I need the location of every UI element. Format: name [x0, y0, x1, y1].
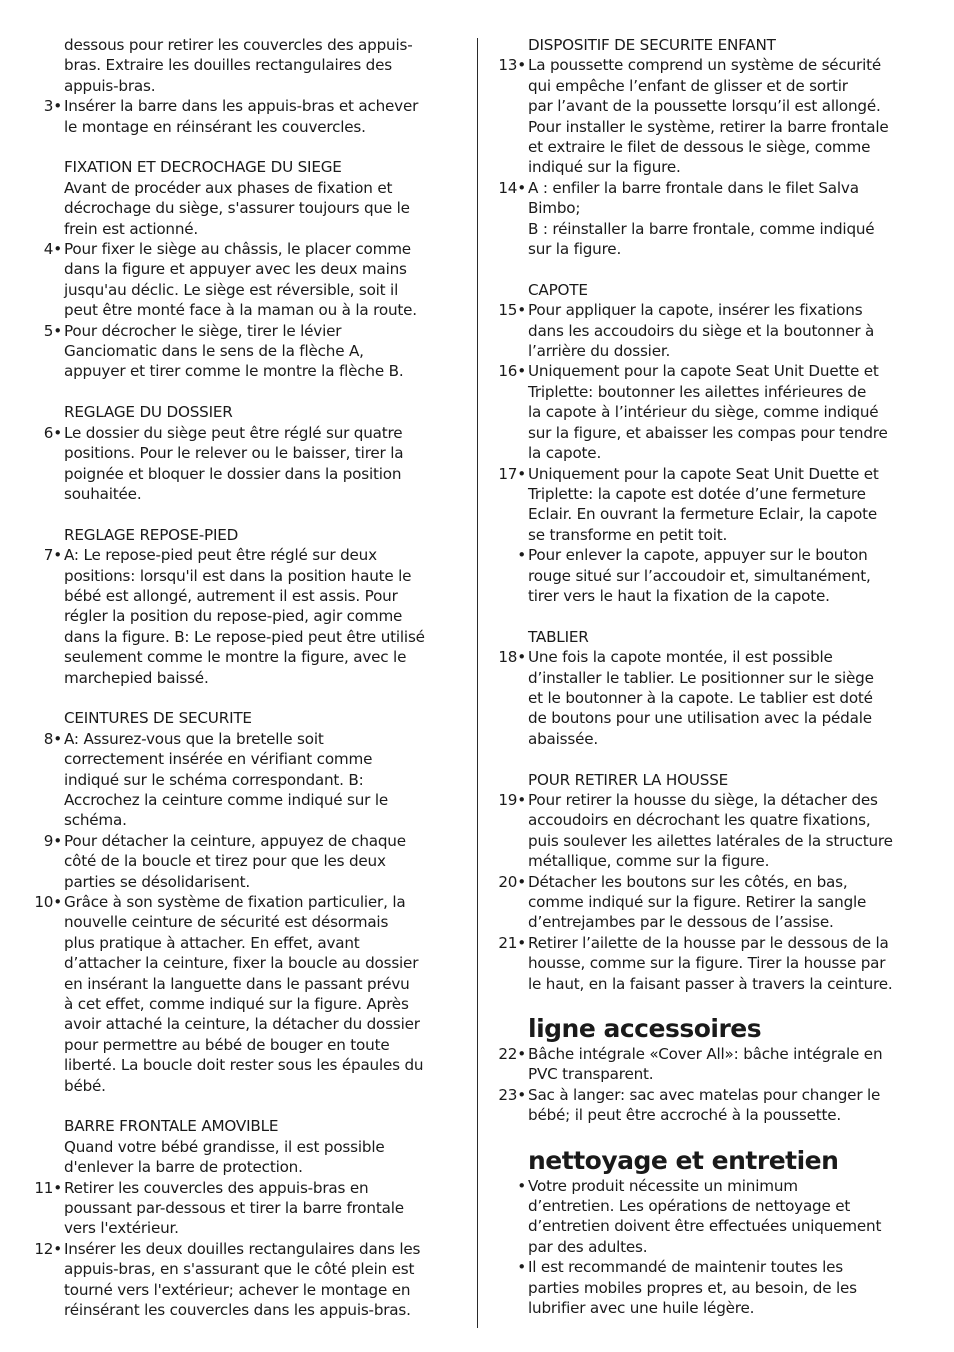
instruction-item [494, 55, 924, 177]
item-text: Détacher les boutons sur les côtés, en bas, comme indiqué sur la figure. Retirer la sangle d’entrejambes par le dessous de l’assise. [528, 872, 867, 932]
instruction-item [494, 647, 924, 749]
item-number: 12• [34, 1239, 62, 1258]
section-heading: POUR RETIRER LA HOUSSE [528, 770, 729, 789]
item-number: 18• [498, 648, 526, 667]
item-number: 23• [498, 1085, 526, 1104]
item-text: Quand votre bébé grandisse, il est possible d'enlever la barre de protection. [64, 1137, 385, 1177]
item-number: 6• [43, 423, 62, 442]
item-number: • [517, 1176, 526, 1195]
item-text: Uniquement pour la capote Seat Unit Duette et Triplette: la capote est dotée d’une fermeture Eclair. En ouvrant la fermeture Eclair, la capote se transforme en petit toit. [528, 464, 879, 544]
section-heading: TABLIER [528, 627, 589, 646]
instruction-item [494, 933, 924, 994]
item-text: dessous pour retirer les couvercles des appuis- bras. Extraire les douilles rectangulaires des appuis-bras. [64, 36, 413, 95]
item-number: 17• [498, 464, 526, 483]
instruction-item [30, 545, 460, 688]
item-text: Votre produit nécessite un minimum d’entretien. Les opérations de nettoyage et d’entretien doivent être effectuées uniquement par des adultes. [528, 1176, 882, 1256]
item-text: Bâche intégrale «Cover All»: bâche intégrale en PVC transparent. [528, 1045, 883, 1084]
instruction-item [494, 178, 924, 260]
item-number: 14• [498, 178, 526, 197]
instruction-item [494, 1257, 924, 1318]
item-number: 21• [498, 933, 526, 952]
item-text: Pour fixer le siège au châssis, le placer comme dans la figure et appuyer avec les deux mains jusqu'au déclic. Le siège est réversible, soit il peut être monté face à la maman ou à la route. [64, 240, 417, 320]
chapter-heading: ligne accessoires [528, 1014, 762, 1044]
section-heading: REGLAGE REPOSE-PIED [64, 525, 239, 544]
section-spacer [30, 1096, 460, 1116]
section-heading: DISPOSITIF DE SECURITE ENFANT [528, 36, 776, 54]
instruction-item [30, 1239, 460, 1321]
item-text: Pour retirer la housse du siège, la détacher des accoudoirs en décrochant les quatre fixations, puis soulever les ailettes latérales de la structure métallique, comme sur la figure. [528, 790, 893, 871]
item-text: Sac à langer: sac avec matelas pour changer le bébé; il peut être accroché à la poussette. [528, 1085, 881, 1125]
instruction-item [30, 729, 460, 831]
section-heading: BARRE FRONTALE AMOVIBLE [64, 1117, 279, 1136]
section-spacer [30, 688, 460, 708]
item-text: Pour détacher la ceinture, appuyez de chaque côté de la boucle et tirez pour que les deux parties se désolidarisent. [64, 831, 406, 891]
instruction-item [30, 178, 460, 239]
section-spacer [30, 137, 460, 157]
item-text: La poussette comprend un système de sécurité qui empêche l’enfant de glisser et de sortir par l’avant de la poussette lorsqu’il est allongé. Pour installer le système, retirer la barre frontale et extraire le filet de dessous le siège, comme indiqué sur la figure. [528, 56, 889, 177]
section-spacer [494, 259, 924, 279]
item-number: 16• [498, 362, 526, 381]
item-text: Grâce à son système de fixation particulier, la nouvelle ceinture de sécurité est désormais plus pratique à attacher. En effet, avant d’attacher la ceinture, fixer la boucle au dossier en insérant la languette dans le passant prévu à cet effet, comme indiqué sur la figure. Après avoir attaché la ceinture, la détacher du dossier pour permettre au bébé de bouger en toute liberté. La boucle doit rester sous les épaules du bébé. [64, 893, 424, 1095]
instruction-item [494, 1176, 924, 1258]
item-number: 7• [43, 546, 62, 565]
instruction-item [494, 464, 924, 546]
section-heading: REGLAGE DU DOSSIER [64, 403, 233, 422]
item-number: • [517, 546, 526, 565]
instruction-item [30, 239, 460, 321]
instruction-item [494, 790, 924, 872]
item-text: Retirer les couvercles des appuis-bras en poussant par-dessous et tirer la barre frontale vers l'extérieur. [64, 1178, 404, 1238]
instruction-item [494, 1044, 924, 1085]
instruction-item [30, 1137, 460, 1178]
section-heading: FIXATION ET DECROCHAGE DU SIEGE [64, 158, 342, 177]
item-text: Uniquement pour la capote Seat Unit Duette et Triplette: boutonner les ailettes inférieures de la capote à l’intérieur du siège, comme indiqué sur la figure, et abaisser les compas pour tendre la capote. [528, 362, 888, 463]
section-heading: CAPOTE [528, 280, 588, 299]
instruction-item [494, 545, 924, 606]
item-number: 11• [34, 1178, 62, 1197]
instruction-item [494, 361, 924, 463]
section-spacer [494, 749, 924, 769]
item-number: 19• [498, 790, 526, 809]
left-column [30, 35, 460, 1321]
right-column [494, 35, 924, 1319]
instruction-item [494, 300, 924, 361]
item-number: 15• [498, 301, 526, 320]
item-text: Le dossier du siège peut être réglé sur quatre positions. Pour le relever ou le baisser, tirer la poignée et bloquer le dossier dans la position souhaitée. [64, 423, 404, 503]
item-number: 20• [498, 872, 526, 891]
item-text: Il est recommandé de maintenir toutes les parties mobiles propres et, au besoin, de les lubrifier avec une huile légère. [528, 1258, 857, 1318]
instruction-item [30, 1178, 460, 1239]
column-divider [477, 38, 478, 1328]
instruction-item [494, 872, 924, 933]
item-number: 22• [498, 1045, 526, 1064]
instruction-item [30, 321, 460, 382]
item-text: Insérer les deux douilles rectangulaires dans les appuis-bras, en s'assurant que le côté plein est tourné vers l'extérieur; achever le montage en réinsérant les couvercles dans les appuis-bras. [64, 1239, 421, 1320]
section-spacer [30, 504, 460, 524]
chapter-heading: nettoyage et entretien [528, 1145, 839, 1175]
instruction-item [30, 423, 460, 505]
item-text: Avant de procéder aux phases de fixation et décrochage du siège, s'assurer toujours que le frein est actionné. [64, 178, 410, 238]
item-text: A : enfiler la barre frontale dans le filet Salva Bimbo; B : réinstaller la barre frontale, comme indiqué sur la figure. [528, 178, 875, 259]
item-text: Pour enlever la capote, appuyer sur le bouton rouge situé sur l’accoudoir et, simultanément, tirer vers le haut la fixation de la capote. [528, 546, 871, 605]
section-heading: CEINTURES DE SECURITE [64, 709, 252, 728]
item-text: A: Le repose-pied peut être réglé sur deux positions: lorsqu'il est dans la position haute le bébé est allongé, autrement il est assis. Pour régler la position du repose-pied, agir comme dans la figure. B: Le repose-pied peut être utilisé seulement comme le montre la figure, avec le marchepied baissé. [64, 546, 425, 687]
item-text: Une fois la capote montée, il est possible d’installer le tablier. Le positionner sur le siège et le boutonner à la capote. Le tablier est doté de boutons pour une utilisation avec la pédale abaissée. [528, 648, 874, 748]
item-text: Pour décrocher le siège, tirer le lévier Ganciomatic dans le sens de la flèche A, appuyer et tirer comme le montre la flèche B. [64, 321, 404, 381]
item-number: 10• [34, 893, 62, 911]
item-number: 5• [43, 321, 62, 340]
section-spacer [30, 382, 460, 402]
item-number: 13• [498, 56, 526, 75]
instruction-item [30, 892, 460, 1096]
item-text: Pour appliquer la capote, insérer les fixations dans les accoudoirs du siège et la boutonner à l’arrière du dossier. [528, 301, 875, 361]
item-text: Insérer la barre dans les appuis-bras et achever le montage en réinsérant les couvercles. [64, 97, 419, 136]
item-number: 8• [43, 729, 62, 748]
item-number: 4• [43, 240, 62, 259]
section-spacer [494, 606, 924, 626]
item-text: A: Assurez-vous que la bretelle soit correctement insérée en vérifiant comme indiqué sur le schéma correspondant. B: Accrochez la ceinture comme indiqué sur le schéma. [64, 729, 389, 830]
instruction-item [30, 96, 460, 137]
instruction-item [30, 831, 460, 892]
instruction-item [494, 1085, 924, 1126]
item-number: • [517, 1258, 526, 1277]
item-text: Retirer l’ailette de la housse par le dessous de la housse, comme sur la figure. Tirer la housse par le haut, en la faisant passer à travers la ceinture. [528, 933, 893, 993]
item-number: 3• [43, 97, 62, 116]
instruction-item [30, 35, 460, 96]
item-number: 9• [43, 831, 62, 850]
